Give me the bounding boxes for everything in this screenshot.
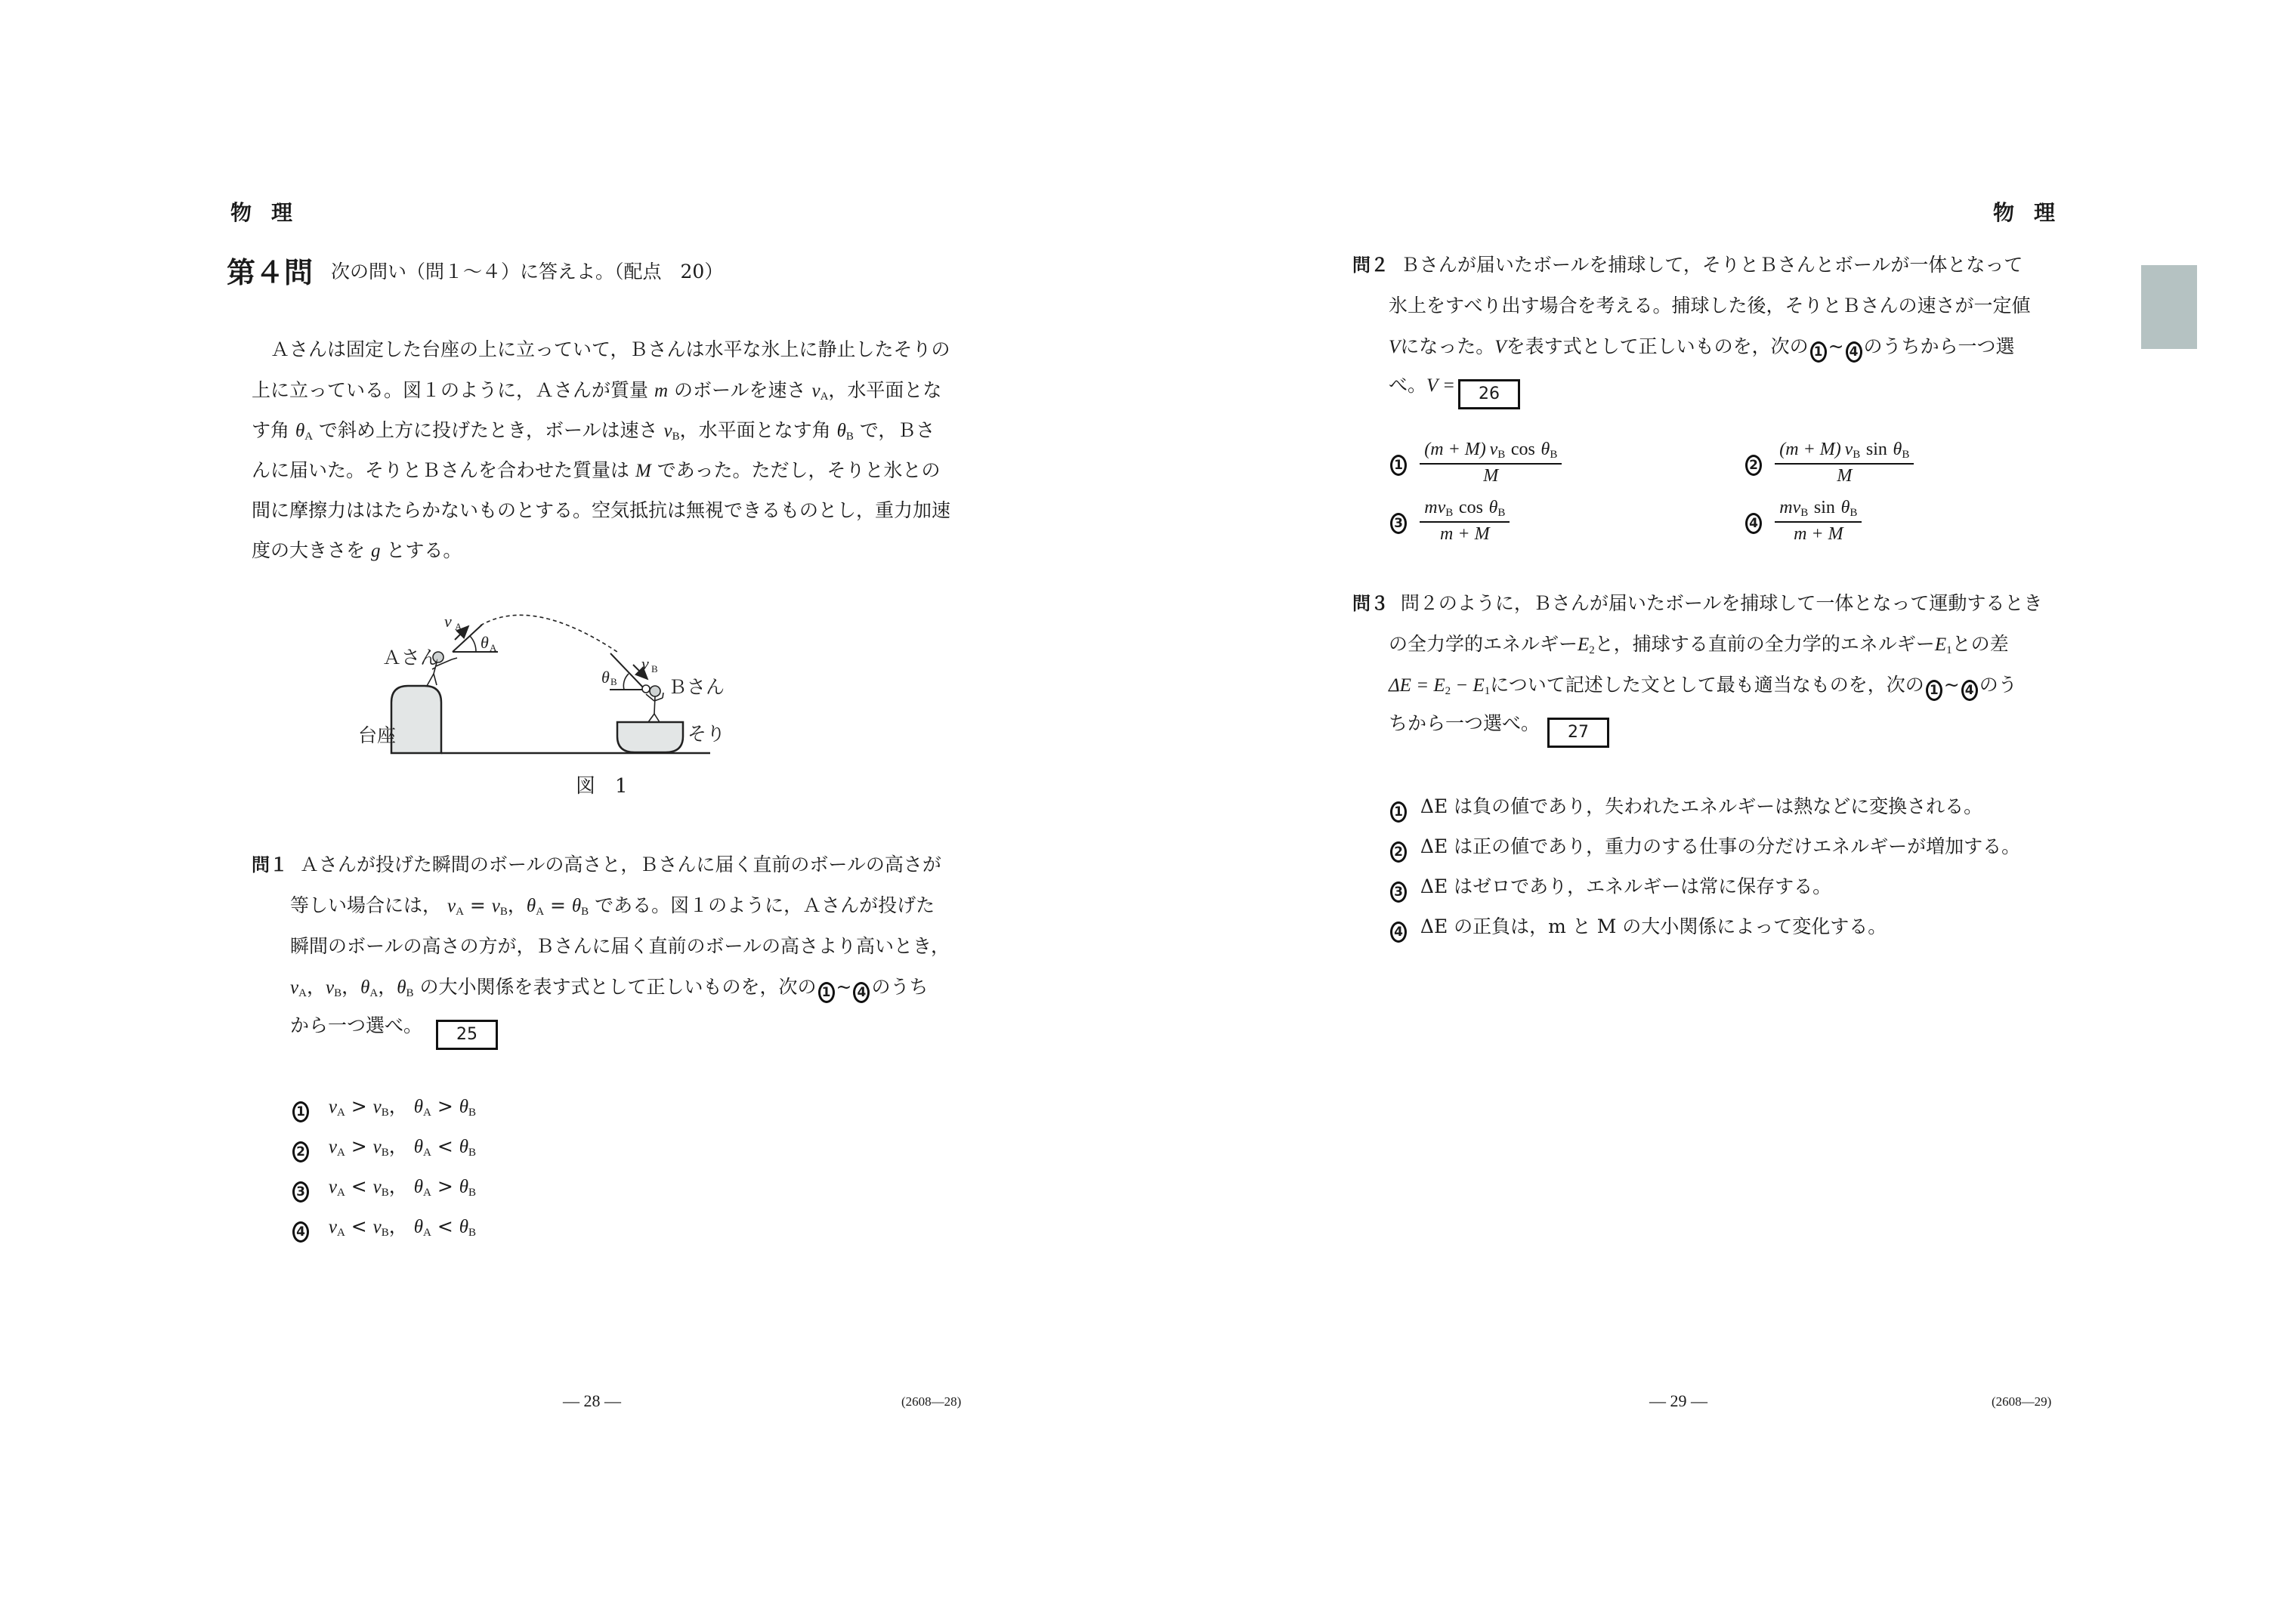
q1-choices [291,1091,476,1252]
var-v: v [325,977,335,998]
sub-b: B [845,431,854,443]
var-e: E [1934,634,1947,655]
sub-b: B [381,1147,389,1159]
denominator: m + M [1440,524,1490,544]
intro-text: で斜め上方に投げたとき，ボールは速さ [319,419,658,441]
var-theta: θ [413,1097,424,1117]
relation: > [351,1135,367,1157]
q3-text: ちから一つ選べ。 [1389,712,1541,734]
q2-line-4 [1389,375,1520,409]
sub-b: B [499,906,508,918]
fraction [1775,438,1914,486]
sub-a: A [304,431,314,443]
circled-number: 4 [1745,513,1762,534]
page-number-29: — 29 — [1649,1391,1707,1410]
q1-text: 等しい場合には， [290,894,442,916]
pedestal-shape [391,686,441,753]
sub-b: B [1800,507,1809,519]
intro-line-4 [252,461,941,480]
circled-number: 3 [292,1181,309,1203]
var-big-v: V [1494,337,1507,357]
q2-choice-2[interactable] [1744,438,1914,486]
var-v: v [1792,498,1801,517]
sub-b: B [1550,449,1558,461]
sub-a: A [423,1107,431,1119]
var-theta: θ [1893,440,1902,459]
var-v: v [811,381,820,401]
circled-number: 3 [1390,881,1407,903]
sub-b: B [381,1227,389,1239]
intro-line-3 [252,421,935,443]
sub-a: A [336,1147,345,1159]
var-v: v [372,1137,382,1157]
numerator-factor: (m + M) [1779,440,1841,459]
q3-label: 問３ [1352,593,1389,614]
sub-1: 1 [1484,685,1491,697]
q2-text: べ。 [1389,374,1427,396]
var-theta: θ [459,1177,468,1197]
q2-text: を表す式として正しいものを，次の [1506,335,1809,357]
q2-line-1 [1352,255,2023,274]
var-theta: θ [397,977,406,998]
intro-text: ，水平面となす角 [679,419,831,441]
minus-e: − E [1451,675,1485,696]
q1-line-3: 瞬間のボールの高さの方が，Ｂさんに届く直前のボールの高さより高いとき， [290,935,950,957]
q2-text: のうちから一つ選 [1863,335,2015,357]
sub-a: A [536,906,545,918]
label-person-a: Ａさん [382,648,440,668]
trig-func: cos [1458,498,1483,517]
range-separator: ~ [1828,335,1844,357]
q1-text: の大小関係を表す式として正しいものを，次の [419,976,817,998]
q1-label: 問１ [252,854,288,875]
label-pedestal: 台座 [358,726,397,746]
page-side-tab [2141,265,2197,349]
var-theta: θ [459,1217,468,1237]
sub-b: B [1850,507,1858,519]
trig-func: cos [1510,440,1535,459]
v-equals: V = [1426,375,1455,396]
circled-number: 2 [292,1141,309,1162]
sub-a: A [820,391,829,403]
sub-b: B [334,987,342,999]
var-v: v [328,1097,337,1117]
page-code-29: (2608—29) [1992,1394,2052,1409]
label-sled: そり [688,724,726,745]
relation: < [437,1215,453,1237]
q1-line-2: 等しい場合には， $v_A = v_B$，$\theta_A = \theta_B$ である。図１のように，Ａさんが投げた [290,894,935,918]
q3-text: について記述した文として最も適当なものを，次の [1490,674,1924,696]
var-v: v [1844,440,1853,459]
sub-a: A [336,1187,345,1199]
circled-number-1: 1 [1810,341,1827,363]
fraction [1420,438,1562,486]
sub-a: A [456,906,464,918]
right-page-header: 物理 [1993,200,2075,225]
numerator-factor: m [1424,498,1438,517]
page-number-28: — 28 — [563,1391,621,1410]
circled-number-4: 4 [1961,680,1978,701]
sub-b: B [406,987,414,999]
q3-text: と，捕球する直前の全力学的エネルギー [1594,633,1935,655]
var-v: v [663,421,672,441]
label-vb-sub: B [651,663,658,675]
circled-number: 1 [1390,801,1407,823]
q3-line-3 [1389,675,2017,701]
var-theta: θ [459,1137,468,1157]
var-v: v [491,896,500,916]
sub-b: B [1445,507,1454,519]
figure-1-diagram [348,604,876,801]
q3-text: 問２のように，Ｂさんが届いたボールを捕球して一体となって運動するとき [1400,592,2043,614]
sled-shape [617,722,683,752]
label-theta-a-sub: A [490,642,497,653]
relation: > [351,1095,367,1117]
question-section-title: 第４問 [227,256,314,289]
var-v: v [372,1097,382,1117]
q3-text: のう [1979,674,2017,696]
choice-text: ΔE は負の値であり，失われたエネルギーは熱などに変換される。 [1420,795,1983,817]
sub-b: B [468,1227,477,1239]
var-theta: θ [360,977,370,998]
intro-line-1: Ａさんは固定した台座の上に立っていて，Ｂさんは水平な氷上に静止したそりの [270,338,950,360]
label-theta-b: θ [601,668,610,687]
sub-a: A [298,987,307,999]
circled-number-1: 1 [818,982,835,1003]
var-theta: θ [413,1177,424,1197]
q2-text: Ｂさんが届いたボールを捕球して，そりとＢさんとボールが一体となって [1400,254,2023,276]
q3-choice-4[interactable] [1389,912,2020,952]
sub-a: A [423,1147,431,1159]
sub-b: B [581,906,589,918]
sub-a: A [336,1227,345,1239]
q3-choice-1[interactable] [1389,792,2020,832]
answer-box-25[interactable]: 25 [436,1020,498,1050]
q1-choice-4[interactable]: 4 $v_A < v_B$， $\theta_A < \theta_B$ [291,1212,476,1252]
delta-e-equation: ΔE = E [1389,675,1445,696]
sub-b: B [1902,449,1910,461]
sub-b: B [468,1107,477,1119]
relation: > [437,1175,453,1197]
circled-number: 4 [292,1221,309,1243]
sub-a: A [423,1187,431,1199]
sub-a: A [369,987,379,999]
var-theta: θ [413,1217,424,1237]
sub-b: B [1497,507,1506,519]
denominator: M [1837,466,1853,486]
section-instruction: 次の問い（問１～４）に答えよ。（配点 20） [331,261,724,283]
page-code-28: (2608—28) [901,1394,962,1409]
var-big-v: V [1389,337,1401,357]
q3-text: との差 [1952,633,2009,655]
var-m: m [654,381,669,401]
var-v: v [372,1177,382,1197]
sub-b: B [1853,449,1861,461]
q2-choice-1[interactable] [1389,438,1562,486]
sub-a: A [423,1227,431,1239]
answer-box-26[interactable]: 26 [1458,379,1520,409]
var-theta: θ [295,421,305,441]
var-v: v [328,1177,337,1197]
q2-text: になった。 [1400,335,1495,357]
denominator: m + M [1794,524,1843,544]
numerator-factor: m [1779,498,1793,517]
answer-box-27[interactable]: 27 [1547,718,1609,748]
relation: < [437,1135,453,1157]
relation: > [437,1095,453,1117]
var-theta: θ [571,896,582,916]
denominator: M [1483,466,1499,486]
q1-text: である。図１のように，Ａさんが投げた [595,894,935,916]
label-person-b: Ｂさん [668,678,725,698]
sub-b: B [381,1187,389,1199]
var-theta: θ [413,1137,424,1157]
intro-text: んに届いた。そりとＢさんを合わせた質量は [252,459,630,481]
q1-line-1 [252,855,941,874]
q3-choice-3[interactable] [1389,872,2020,912]
label-va-sub: A [455,621,462,632]
circled-number: 1 [292,1101,309,1122]
q1-line-4: $v_A$，$v_B$，$\theta_A$，$\theta_B$ の大小関係を表す式として正しいものを，次の 1 ~ 4 のうち [290,977,928,1003]
sub-a: A [336,1107,345,1119]
range-separator: ~ [836,976,852,998]
intro-text: す角 [252,419,290,441]
trig-func: sin [1813,498,1835,517]
var-v: v [1489,440,1498,459]
circled-number: 4 [1390,922,1407,943]
q1-text: Ａさんが投げた瞬間のボールの高さと，Ｂさんに届く直前のボールの高さが [299,854,941,875]
fraction [1420,496,1510,545]
var-v: v [328,1137,337,1157]
q1-choice-3[interactable]: 3 $v_A < v_B$， $\theta_A > \theta_B$ [291,1172,476,1212]
circled-number: 1 [1390,455,1407,476]
numerator-factor: (m + M) [1424,440,1486,459]
relation: < [351,1175,367,1197]
var-theta: θ [526,896,536,916]
var-theta: θ [836,421,846,441]
var-v: v [290,977,299,998]
intro-line-2 [252,381,941,403]
q3-line-2 [1389,634,2009,656]
circled-number: 2 [1390,841,1407,863]
intro-text: とする。 [386,539,462,561]
q3-choice-2[interactable] [1389,832,2020,872]
sub-b: B [1497,449,1506,461]
q2-label: 問２ [1352,255,1389,276]
ball [642,685,650,693]
relation: < [351,1215,367,1237]
sub-b: B [468,1147,477,1159]
q3-text: の全力学的エネルギー [1389,633,1578,655]
left-page-header: 物理 [230,200,313,225]
q3-line-1 [1352,594,2042,613]
var-theta: θ [1541,440,1550,459]
q2-choice-3[interactable] [1389,496,1510,545]
intro-text: で，Ｂさ [859,419,935,441]
sub-2: 2 [1589,644,1595,656]
var-theta: θ [1488,498,1498,517]
var-theta: θ [1840,498,1850,517]
intro-text: 上に立っている。図１のように，Ａさんが質量 [252,379,649,401]
var-e: E [1578,634,1590,655]
intro-text: ，水平面とな [828,379,942,401]
sub-b: B [672,431,680,443]
circled-number-4: 4 [853,982,870,1003]
q3-choices [1389,792,2020,952]
q2-line-2: 氷上をすべり出す場合を考える。捕球した後，そりとＢさんの速さが一定値 [1389,295,2031,316]
intro-text: であった。ただし，そりと氷との [657,459,941,481]
choice-text: ΔE はゼロであり，エネルギーは常に保存する。 [1420,875,1832,897]
q2-line-3 [1389,337,2015,363]
q1-choice-1[interactable]: 1 $v_A > v_B$， $\theta_A > \theta_B$ [291,1091,476,1132]
intro-line-5: 間に摩擦力ははたらかないものとする。空気抵抗は無視できるものとし，重力加速 [252,499,951,521]
range-separator: ~ [1943,674,1960,696]
choice-text: ΔE は正の値であり，重力のする仕事の分だけエネルギーが増加する。 [1420,835,2021,857]
sub-1: 1 [1946,644,1952,656]
var-v: v [1437,498,1446,517]
intro-line-6 [252,541,462,560]
label-theta-b-sub: B [610,676,617,687]
choice-text: ΔE の正負は，m と M の大小関係によって変化する。 [1420,915,1887,937]
q3-line-4 [1389,714,1609,748]
figure-caption: 図 1 [576,775,628,798]
q1-choice-2[interactable]: 2 $v_A > v_B$， $\theta_A < \theta_B$ [291,1132,476,1172]
var-theta: θ [459,1097,468,1117]
circled-number: 2 [1745,455,1762,476]
label-vb: v [641,654,649,673]
var-big-m: M [635,461,651,481]
circled-number-1: 1 [1926,680,1942,701]
trig-func: sin [1865,440,1887,459]
circled-number: 3 [1390,513,1407,534]
var-v: v [328,1217,337,1237]
sub-2: 2 [1445,685,1451,697]
q1-line-5 [290,1016,498,1050]
q1-text: から一つ選べ。 [290,1014,423,1036]
fraction [1775,496,1862,545]
var-g: g [370,541,381,561]
var-v: v [447,896,456,916]
circled-number-4: 4 [1846,341,1862,363]
intro-text: 度の大きさを [252,539,366,561]
intro-text: のボールを速さ [673,379,806,401]
trajectory-path [481,615,620,653]
q2-choice-4[interactable] [1744,496,1862,545]
label-theta-a: θ [481,633,489,652]
label-va: v [444,612,452,631]
var-v: v [372,1217,382,1237]
sub-b: B [381,1107,389,1119]
q1-text: のうち [871,976,929,998]
sub-b: B [468,1187,477,1199]
